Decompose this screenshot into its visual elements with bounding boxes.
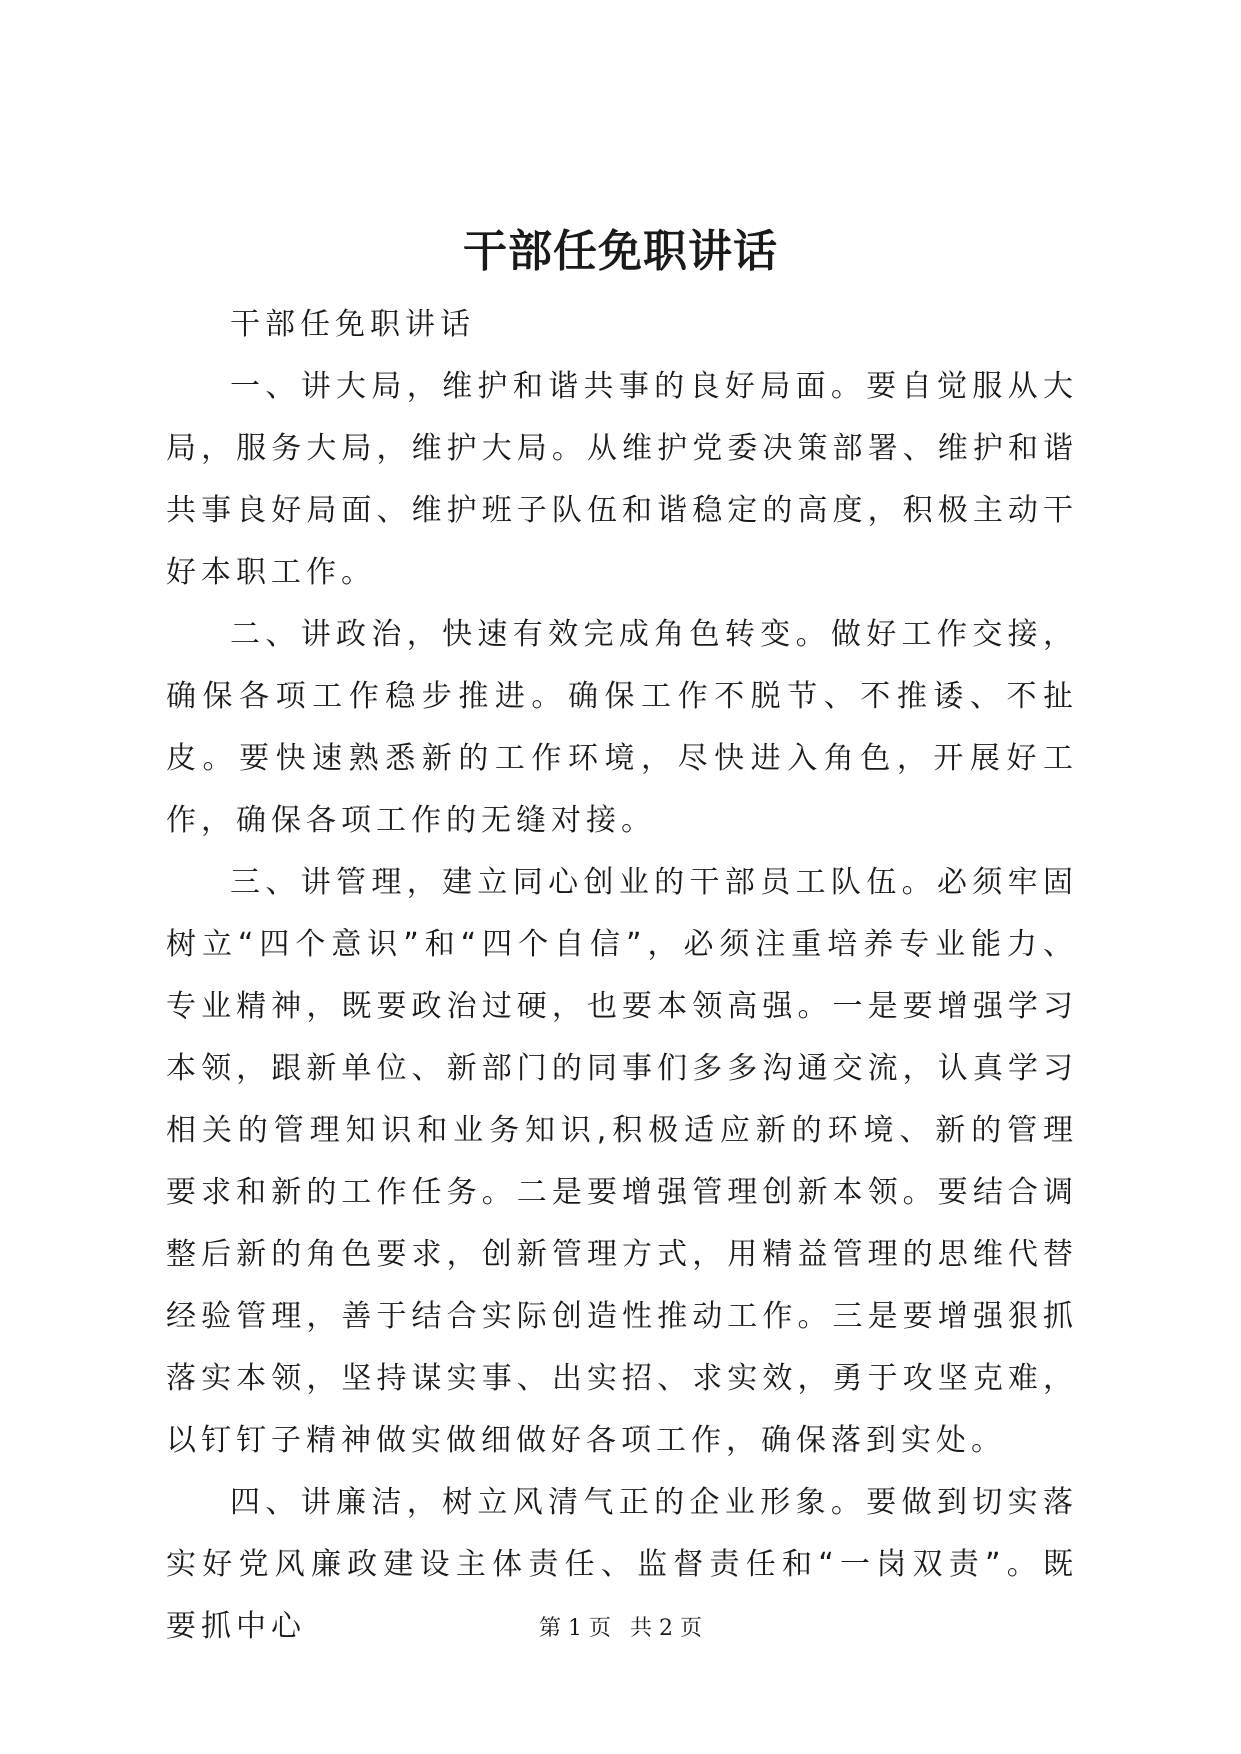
paragraph-3: 三、讲管理，建立同心创业的干部员工队伍。必须牢固树立“四个意识”和“四个自信”，必须注重培养专业能力、专业精神，既要政治过硬，也要本领高强。一是要增强学习本领，跟新单位、新部门的同事们多多沟通交流，认真学习相关的管理知识和业务知识,积极适应新的环境、新的管理要求和新的工作任务。二是要增强管理创新本领。要结合调整后新的角色要求，创新管理方式，用精益管理的思维代替经验管理，善于结合实际创造性推动工作。三是要增强狠抓落实本领，坚持谋实事、出实招、求实效，勇于攻坚克难，以钉钉子精神做实做细做好各项工作，确保落到实处。 xyxy=(166,865,1078,1458)
paragraph-1: 一、讲大局，维护和谐共事的良好局面。要自觉服从大局，服务大局，维护大局。从维护党委决策部署、维护和谐共事良好局面、维护班子队伍和谐稳定的高度，积极主动干好本职工作。 xyxy=(166,369,1078,590)
paragraph-2: 二、讲政治，快速有效完成角色转变。做好工作交接，确保各项工作稳步推进。确保工作不脱节、不推诿、不扯皮。要快速熟悉新的工作环境，尽快进入角色，开展好工作，确保各项工作的无缝对接。 xyxy=(166,617,1078,838)
page-footer xyxy=(0,1614,1241,1644)
paragraph-subtitle: 干部任免职讲话 xyxy=(230,307,475,342)
paragraph-4: 四、讲廉洁，树立风清气正的企业形象。要做到切实落实好党风廉政建设主体责任、监督责任和“一岗双责”。既要抓中心 xyxy=(166,1485,1078,1644)
page-number: 第 1 页 xyxy=(539,1616,611,1641)
page-total: 共 2 页 xyxy=(630,1616,702,1641)
document-title: 干部任免职讲话 xyxy=(463,226,778,277)
document-body xyxy=(166,294,1078,1658)
